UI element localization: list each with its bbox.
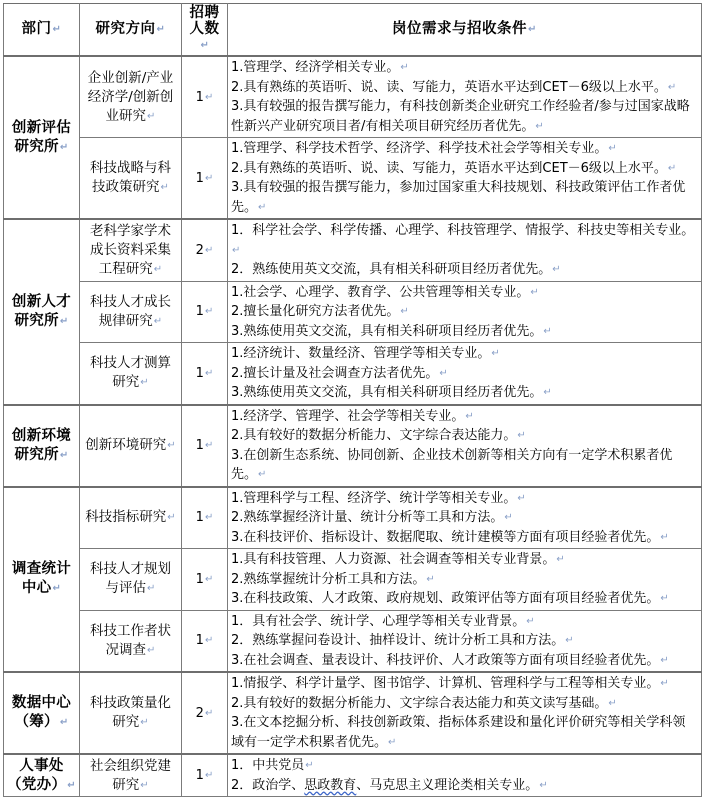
research-direction-line: 研究↵ [112, 776, 149, 793]
department-name-line: 调查统计 [11, 561, 72, 578]
requirement-line: 3.在科技评价、指标设计、数据爬取、统计建模等方面有项目经验者优先。↵ [231, 529, 669, 545]
department-name-line: 创新人才 [11, 293, 72, 310]
research-direction-line: 工程研究↵ [98, 260, 163, 277]
research-direction-line: 科技人才成长 [90, 293, 171, 310]
paragraph-mark: ↵ [504, 512, 513, 523]
paragraph-mark: ↵ [535, 120, 544, 132]
requirements-cell [228, 487, 702, 549]
paragraph-mark: ↵ [204, 512, 214, 524]
paragraph-mark: ↵ [543, 325, 552, 337]
paragraph-mark: ↵ [608, 697, 617, 709]
column-header-count-line2: 人数↵ [189, 21, 220, 51]
requirement-line: 2．政治学、思政教育、马克思主义理论类相关专业。↵ [231, 777, 548, 793]
paragraph-mark: ↵ [140, 717, 149, 728]
paragraph-mark: ↵ [465, 410, 474, 422]
paragraph-mark: ↵ [200, 40, 210, 51]
paragraph-mark: ↵ [52, 24, 62, 35]
research-direction-line: 科技指标研究↵ [85, 509, 176, 526]
paragraph-mark: ↵ [258, 201, 267, 213]
requirement-line: 3.熟练使用英文交流，具有相关科研项目经历者优先。↵ [231, 323, 552, 339]
headcount-value: 1 [195, 768, 204, 783]
paragraph-mark: ↵ [204, 440, 214, 451]
research-direction-cell [80, 487, 182, 549]
column-header-requirements-label: 岗位需求与招收条件 [392, 21, 528, 37]
paragraph-mark: ↵ [204, 172, 214, 184]
requirement-line: 1．科学社会学、科学传播、心理学、科技管理学、情报学、科技史等相关专业。↵ [231, 223, 695, 256]
research-direction-cell [80, 56, 182, 138]
paragraph-mark: ↵ [439, 367, 448, 379]
paragraph-mark: ↵ [517, 430, 526, 441]
requirement-line: 1.管理学、科学技术哲学、经济学、科学技术社会学等相关专业。↵ [231, 141, 617, 156]
department-cell [4, 405, 80, 487]
paragraph-mark: ↵ [660, 654, 669, 666]
requirement-line: 1.情报学、科学计量学、图书馆学、计算机、管理科学与工程等相关专业。↵ [231, 676, 669, 691]
paragraph-mark: ↵ [59, 141, 69, 153]
research-direction-cell [80, 138, 182, 220]
department-name-line: 中心↵ [21, 580, 62, 597]
requirements-cell [228, 219, 702, 281]
paragraph-mark: ↵ [167, 512, 176, 524]
paragraph-mark: ↵ [59, 315, 69, 327]
table-row [4, 343, 702, 405]
table-row [4, 549, 702, 611]
headcount-value: 1 [195, 89, 204, 105]
headcount-value: 1 [195, 170, 204, 186]
paragraph-mark: ↵ [491, 348, 500, 359]
research-direction-line: 研究↵ [112, 714, 149, 730]
department-name-line: 创新环境 [11, 427, 72, 444]
column-header-count-line1: 招聘 [189, 5, 220, 21]
paragraph-mark: ↵ [426, 573, 435, 585]
department-cell [4, 672, 80, 754]
column-header-dept [4, 4, 80, 57]
paragraph-mark: ↵ [67, 779, 76, 791]
department-name-line: 研究所↵ [14, 138, 69, 155]
research-direction-line: 老科学家学术 [90, 222, 171, 239]
research-direction-cell [80, 672, 182, 754]
headcount-cell [182, 219, 228, 281]
table-row [4, 754, 702, 797]
research-direction-line: 成长资料采集 [90, 241, 171, 258]
paragraph-mark: ↵ [526, 615, 535, 627]
department-name-line: （党办）↵ [7, 776, 76, 793]
department-name-line: 人事处 [19, 757, 64, 774]
requirement-line: 2.具有熟练的英语听、说、读、写能力，英语水平达到CET－6级以上水平。↵ [231, 79, 677, 95]
table-row [4, 487, 702, 549]
column-header-requirements [228, 4, 702, 57]
paragraph-mark: ↵ [140, 779, 149, 791]
paragraph-mark: ↵ [305, 760, 314, 771]
table-header-row [4, 4, 702, 57]
research-direction-line: 况调查↵ [105, 641, 156, 658]
research-direction-cell [80, 610, 182, 672]
paragraph-mark: ↵ [400, 306, 409, 317]
paragraph-mark: ↵ [204, 770, 214, 781]
headcount-cell [182, 610, 228, 672]
paragraph-mark: ↵ [204, 91, 214, 103]
research-direction-line: 规律研究↵ [98, 312, 163, 329]
research-direction-line: 经济学/创新创 [87, 88, 174, 105]
paragraph-mark: ↵ [667, 81, 677, 93]
research-direction-line: 科技战略与科 [90, 160, 171, 176]
department-cell [4, 219, 80, 405]
research-direction-line: 业研究↵ [105, 107, 156, 124]
research-direction-line: 与评估↵ [105, 580, 156, 597]
research-direction-line: 社会组织党建 [90, 757, 171, 774]
paragraph-mark: ↵ [204, 635, 214, 647]
paragraph-mark: ↵ [660, 678, 669, 689]
requirements-cell [228, 610, 702, 672]
department-name-line: （筹）↵ [14, 714, 69, 730]
column-header-direction-label: 研究方向 [95, 21, 156, 37]
paragraph-mark: ↵ [388, 736, 397, 748]
paragraph-mark: ↵ [204, 306, 214, 318]
requirement-line: 1.社会学、心理学、教育学、公共管理等相关专业。↵ [231, 284, 539, 300]
requirement-line: 3.在社会调查、量表设计、科技评价、人才政策等方面有项目经验者优先。↵ [231, 652, 669, 668]
paragraph-mark: ↵ [140, 377, 149, 389]
paragraph-mark: ↵ [59, 717, 69, 728]
paragraph-mark: ↵ [204, 244, 214, 256]
table-row [4, 672, 702, 754]
table-row [4, 219, 702, 281]
requirement-line: 3.具有较强的报告撰写能力，参加过国家重大科技规划、科技政策评估工作者优先。↵ [231, 180, 686, 215]
paragraph-mark: ↵ [400, 62, 409, 73]
research-direction-line: 科技工作者状 [90, 622, 171, 639]
requirement-line: 2.具有熟练的英语听、说、读、写能力，英语水平达到CET－6级以上水平。↵ [231, 160, 677, 176]
requirements-cell [228, 343, 702, 405]
headcount-value: 2 [195, 242, 204, 258]
requirement-line: 2．熟练使用英文交流，具有相关科研项目经历者优先。↵ [231, 262, 561, 277]
headcount-cell [182, 672, 228, 754]
requirement-line: 1.具有科技管理、人力资源、社会调查等相关专业背景。↵ [231, 552, 565, 567]
research-direction-line: 技政策研究↵ [92, 179, 169, 195]
requirement-line: 3.在文本挖掘分析、科技创新政策、指标体系建设和量化评价研究等相关学科领域有一定学术积累者优先。↵ [231, 715, 686, 750]
paragraph-mark: ↵ [258, 469, 267, 480]
requirements-cell [228, 549, 702, 611]
requirement-line: 1.经济统计、数量经济、管理学等相关专业。↵ [231, 346, 500, 361]
research-direction-cell [80, 754, 182, 797]
requirement-line: 2.擅长量化研究方法者优先。↵ [231, 304, 409, 319]
headcount-value: 1 [195, 510, 204, 526]
department-cell [4, 56, 80, 219]
table-row [4, 138, 702, 220]
paragraph-mark: ↵ [153, 263, 163, 275]
requirement-line: 1.管理学、经济学相关专业。↵ [231, 60, 409, 75]
department-cell [4, 754, 80, 797]
requirement-line: 3.熟练使用英文交流，具有相关科研项目经历者优先。↵ [231, 385, 552, 400]
paragraph-mark: ↵ [667, 162, 677, 174]
requirement-line: 1．中共党员↵ [231, 758, 314, 773]
headcount-value: 1 [195, 633, 204, 649]
research-direction-cell [80, 549, 182, 611]
requirement-line: 2．熟练掌握问卷设计、抽样设计、统计分析工具和方法。↵ [231, 633, 574, 648]
headcount-cell [182, 549, 228, 611]
requirements-cell [228, 405, 702, 487]
requirement-line: 1．具有社会学、统计学、心理学等相关专业背景。↵ [231, 613, 535, 629]
research-direction-line: 研究↵ [112, 374, 149, 391]
paragraph-mark: ↵ [59, 449, 69, 461]
column-header-direction [80, 4, 182, 57]
paragraph-mark: ↵ [552, 264, 561, 275]
requirement-line: 2.熟练掌握经济计量、统计分析等工具和方法。↵ [231, 510, 513, 525]
requirement-line: 3.在创新生态系统、协同创新、企业技术创新等相关方向有一定学术积累者优先。↵ [231, 447, 673, 482]
research-direction-line: 创新环境研究↵ [85, 437, 176, 453]
headcount-cell [182, 487, 228, 549]
requirements-cell [228, 138, 702, 220]
paragraph-mark: ↵ [52, 583, 62, 595]
requirement-line: 2.具有较好的数据分析能力、文字综合表达能力和英文读写基础。↵ [231, 695, 617, 711]
paragraph-mark: ↵ [204, 707, 214, 719]
headcount-cell [182, 754, 228, 797]
headcount-value: 1 [195, 438, 204, 453]
headcount-value: 1 [195, 304, 204, 320]
requirements-cell [228, 672, 702, 754]
paragraph-mark: ↵ [660, 531, 669, 543]
requirement-line: 1.经济学、管理学、社会学等相关专业。↵ [231, 408, 474, 424]
paragraph-mark: ↵ [608, 143, 617, 154]
headcount-cell [182, 343, 228, 405]
research-direction-line: 科技人才测算 [90, 355, 171, 372]
table-row [4, 610, 702, 672]
requirement-line: 1.管理科学与工程、经济学、统计学等相关专业。↵ [231, 490, 526, 506]
paragraph-mark: ↵ [565, 635, 574, 646]
research-direction-line: 企业创新/产业 [87, 69, 174, 86]
department-name-line: 研究所↵ [14, 312, 69, 329]
table-row [4, 56, 702, 138]
spellcheck-underlined-text: 思政教育 [304, 777, 357, 793]
paragraph-mark: ↵ [530, 286, 539, 298]
column-header-count [182, 4, 228, 57]
department-name-line: 研究所↵ [14, 446, 69, 463]
research-direction-line: 科技政策量化 [90, 695, 171, 711]
headcount-cell [182, 281, 228, 343]
requirement-line: 3.在科技政策、人才政策、政府规划、政策评估等方面有项目经验者优先。↵ [231, 591, 669, 606]
headcount-cell [182, 405, 228, 487]
headcount-cell [182, 138, 228, 220]
requirements-cell [228, 281, 702, 343]
headcount-cell [182, 56, 228, 138]
paragraph-mark: ↵ [543, 387, 552, 398]
column-header-dept-label: 部门 [21, 21, 52, 37]
headcount-value: 2 [195, 705, 204, 721]
paragraph-mark: ↵ [232, 244, 241, 256]
paragraph-mark: ↵ [153, 315, 163, 327]
headcount-value: 1 [195, 365, 204, 381]
paragraph-mark: ↵ [156, 24, 166, 35]
requirement-line: 2.具有较好的数据分析能力、文字综合表达能力。↵ [231, 428, 526, 443]
recruitment-table [3, 3, 702, 797]
research-direction-line: 科技人才规划 [90, 561, 171, 578]
requirements-cell [228, 56, 702, 138]
research-direction-cell [80, 219, 182, 281]
paragraph-mark: ↵ [660, 593, 669, 604]
research-direction-cell [80, 281, 182, 343]
paragraph-mark: ↵ [167, 440, 176, 451]
paragraph-mark: ↵ [539, 779, 548, 791]
department-name-line: 数据中心 [11, 695, 72, 711]
paragraph-mark: ↵ [147, 644, 156, 656]
paragraph-mark: ↵ [147, 110, 156, 122]
requirement-line: 2.熟练掌握统计分析工具和方法。↵ [231, 571, 435, 587]
requirement-line: 2.擅长计量及社会调查方法者优先。↵ [231, 365, 448, 381]
department-cell [4, 487, 80, 673]
paragraph-mark: ↵ [147, 583, 156, 595]
paragraph-mark: ↵ [528, 24, 537, 35]
headcount-value: 1 [195, 571, 204, 587]
table-row [4, 405, 702, 487]
paragraph-mark: ↵ [556, 554, 565, 565]
paragraph-mark: ↵ [204, 367, 214, 379]
research-direction-cell [80, 343, 182, 405]
department-name-line: 创新评估 [11, 119, 72, 136]
paragraph-mark: ↵ [160, 182, 169, 193]
research-direction-cell [80, 405, 182, 487]
table-row [4, 281, 702, 343]
paragraph-mark: ↵ [517, 492, 526, 504]
requirement-line: 3.具有较强的报告撰写能力，有科技创新类企业研究工作经验者/参与过国家战略性新兴产业研究项目者/有相关项目研究经历者优先。↵ [231, 99, 690, 134]
requirements-cell [228, 754, 702, 797]
paragraph-mark: ↵ [204, 573, 214, 585]
